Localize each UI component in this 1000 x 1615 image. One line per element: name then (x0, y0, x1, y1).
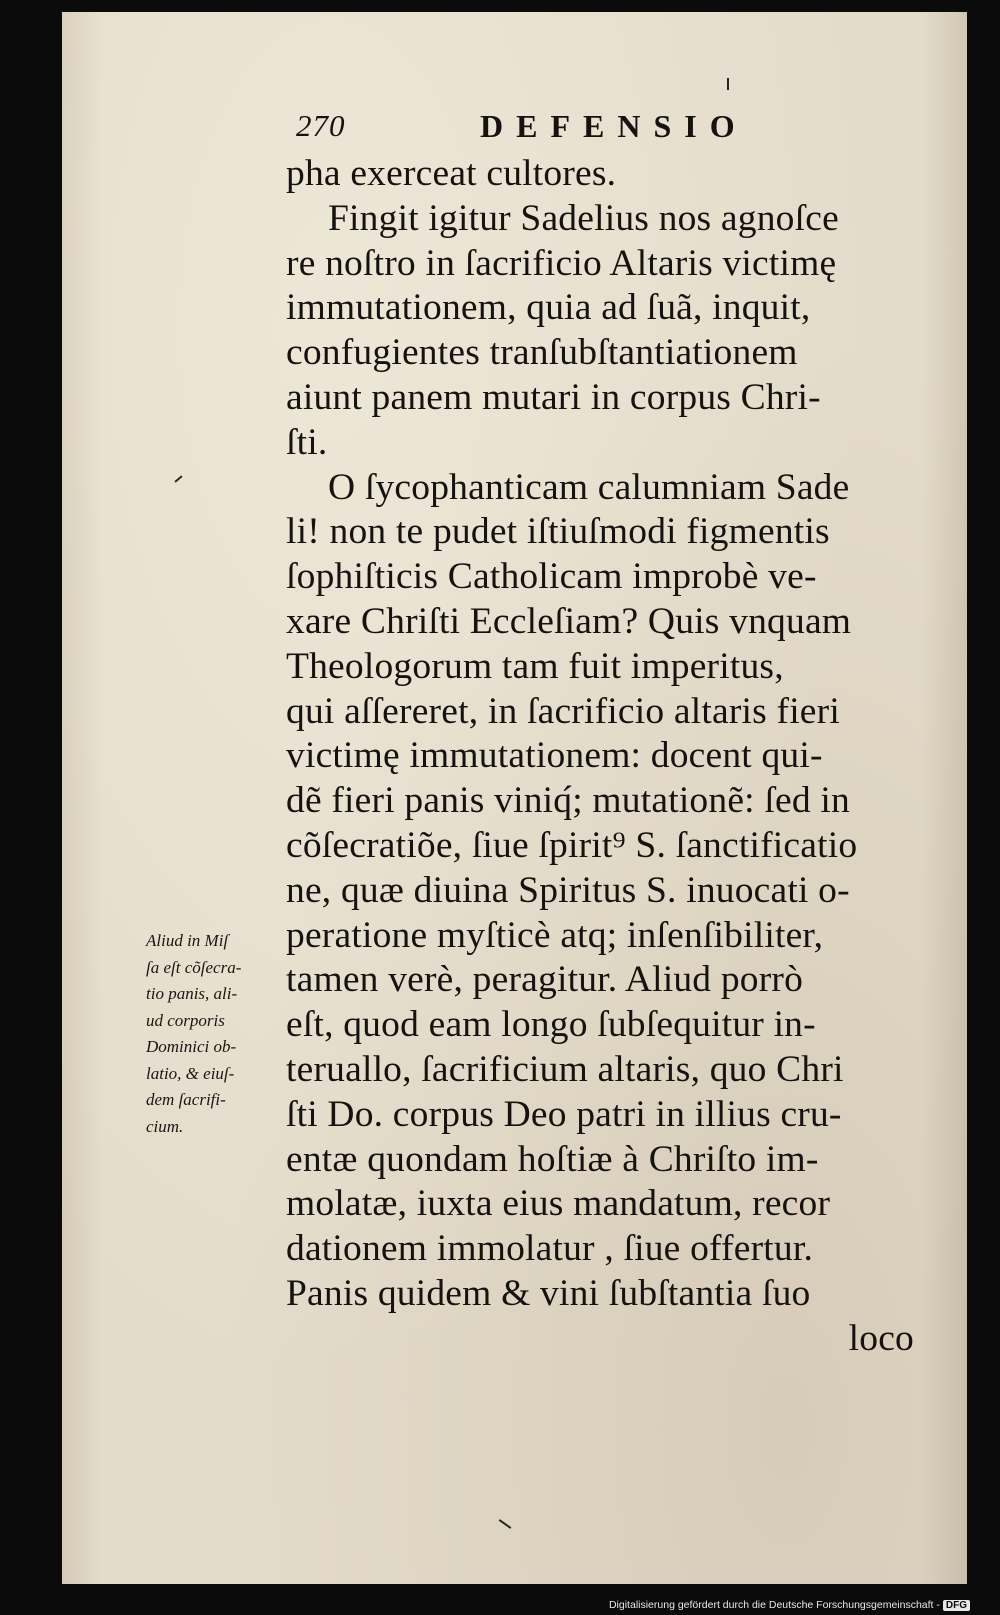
body-text (286, 152, 936, 1362)
text-line: Fingit igitur Sadelius nos agnoſce (328, 197, 839, 239)
text-line: ne, quæ diuina Spiritus S. inuocati o- (286, 869, 850, 911)
digitization-credit (609, 1599, 970, 1611)
margin-note-line: Aliud in Miſ (146, 931, 229, 950)
running-title: DEFENSIO (480, 108, 748, 144)
page-number: 270 (296, 108, 346, 143)
dfg-logo: DFG (943, 1600, 970, 1611)
text-line: aiunt panem mutari in corpus Chri- (286, 376, 821, 418)
running-head (296, 108, 776, 152)
text-line: tamen verè, peragitur. Aliud porrò (286, 959, 804, 1001)
text-line: molatæ, iuxta eius mandatum, recor (286, 1183, 831, 1225)
margin-note-line: ud corporis (146, 1010, 225, 1030)
text-line: li! non te pudet iſtiuſmodi figmentis (286, 511, 830, 553)
margin-note-line: tio panis, ali- (146, 984, 238, 1003)
text-line: re noſtro in ſacrificio Altaris victimę (286, 242, 837, 284)
text-line: pha exerceat cultores. (286, 153, 617, 194)
margin-note-line: latio, & eiuſ- (146, 1063, 235, 1083)
text-line: confugientes tranſubſtantiationem (286, 332, 798, 374)
text-line: O ſycophanticam calumniam Sade (328, 466, 850, 508)
text-line: teruallo, ſacrificium altaris, quo Chri (286, 1048, 844, 1090)
text-line: eſt, quod eam longo ſubſequitur in- (286, 1004, 816, 1046)
margin-note (146, 928, 286, 1140)
text-line: ſti Do. corpus Deo patri in illius cru- (286, 1093, 842, 1135)
text-line: qui aſſereret, in ſacrificio altaris fieri (286, 690, 840, 732)
text-line: cõſecratiõe, ſiue ſpirit⁹ S. ſanctificatio (286, 824, 858, 866)
paper-speck (727, 78, 729, 90)
text-line: ſophiſticis Catholicam improbè ve- (286, 556, 817, 598)
margin-note-line: ſa eſt cõſecra- (146, 957, 242, 977)
text-line: ſti. (286, 421, 328, 463)
text-line: dẽ fieri panis viniq́; mutationẽ: ſed in (286, 780, 850, 822)
text-line: peratione myſticè atq; inſenſibiliter, (286, 914, 824, 956)
margin-note-line: dem ſacrifi- (146, 1090, 226, 1109)
credit-text: Digitalisierung gefördert durch die Deutsche Forschungsgemeinschaft - (608, 1599, 940, 1611)
catchword: loco (848, 1317, 914, 1359)
margin-note-line: cium. (146, 1116, 184, 1136)
text-line: xare Chriſti Eccleſiam? Quis vnquam (286, 600, 852, 642)
text-line: dationem immolatur , ſiue offertur. (286, 1228, 814, 1270)
text-line: immutationem, quia ad ſuã, inquit, (286, 287, 811, 329)
text-line: victimę immutationem: docent qui- (286, 735, 823, 777)
text-line: Theologorum tam fuit imperitus, (286, 645, 784, 687)
text-line: Panis quidem & vini ſubſtantia ſuo (286, 1272, 811, 1314)
margin-note-line: Dominici ob- (146, 1037, 237, 1056)
text-line: entæ quondam hoſtiæ à Chriſto im- (286, 1138, 819, 1180)
